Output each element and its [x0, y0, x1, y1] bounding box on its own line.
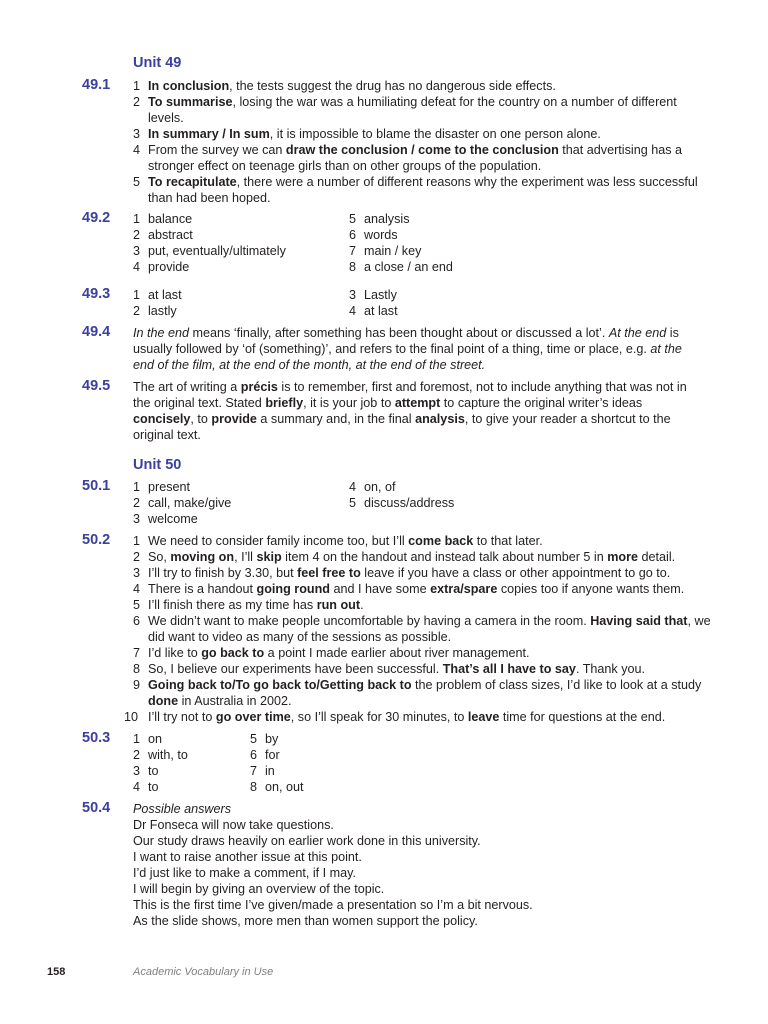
answer-line: Our study draws heavily on earlier work done in this university. — [133, 834, 481, 848]
list-item: 4 at last — [349, 304, 398, 318]
list-item: 9 Going back to/To go back to/Getting back to the problem of class sizes, I’d like to look at a study done in Australia in 2002. — [133, 678, 702, 708]
list-item: 4 on, of — [349, 480, 396, 494]
list-item: 6 words — [349, 228, 398, 242]
list-item: 3 In summary / In sum, it is impossible to blame the disaster on one person alone. — [133, 127, 601, 141]
list-item: 1 at last — [133, 288, 182, 302]
list-item: 1 on — [133, 732, 163, 746]
book-title: Academic Vocabulary in Use — [133, 966, 274, 978]
list-item: 5 discuss/address — [349, 496, 455, 510]
list-item: 3 put, eventually/ultimately — [133, 244, 286, 258]
list-item: 7 main / key — [349, 244, 422, 258]
list-item: 2 So, moving on, I’ll skip item 4 on the handout and instead talk about number 5 in more detail. — [133, 550, 676, 564]
section-49-4-text: In the end means ‘finally, after something has been thought about or discussed a lot’. At the end is usually followed by ‘of (something)’, and refers to the final point of a thing, time or place, e.g. at the end of the film, at the end of the month, at the end of the street. — [133, 326, 682, 372]
section-49-5-text: The art of writing a précis is to remember, first and foremost, not to include anything that was not in the original text. Stated briefly, it is your job to attempt to capture the original writer’s ideas concisely, to provide a summary and, in the final analysis, to give your reader a shortcut to the original text. — [133, 380, 687, 442]
list-item: 4 provide — [133, 260, 190, 274]
unit-50-title: Unit 50 — [133, 457, 182, 473]
section-49-4-number: 49.4 — [82, 324, 111, 340]
possible-answers-label: Possible answers — [133, 802, 231, 816]
list-item: 10 I’ll try not to go over time, so I’ll speak for 30 minutes, to leave time for questions at the end. — [124, 710, 666, 724]
answer-line: I’d just like to make a comment, if I may. — [133, 866, 357, 880]
list-item: 6 We didn’t want to make people uncomfortable by having a camera in the room. Having said that, we did want to video as many of the sessions as possible. — [133, 614, 711, 644]
list-item: 3 to — [133, 764, 159, 778]
list-item: 1 balance — [133, 212, 193, 226]
list-item: 5 I’ll finish there as my time has run out. — [133, 598, 364, 612]
list-item: 5 To recapitulate, there were a number of different reasons why the experiment was less successful than had been hoped. — [133, 175, 698, 205]
answer-line: Dr Fonseca will now take questions. — [133, 818, 334, 832]
list-item: 4 From the survey we can draw the conclusion / come to the conclusion that advertising has a stronger effect on teenage girls than on other groups of the population. — [133, 143, 683, 173]
list-item: 5 analysis — [349, 212, 410, 226]
answer-line: I will begin by giving an overview of the topic. — [133, 882, 385, 896]
list-item: 5 by — [250, 732, 279, 746]
list-item: 1 We need to consider family income too, but I’ll come back to that later. — [133, 534, 543, 548]
section-49-1-number: 49.1 — [82, 77, 111, 93]
list-item: 3 Lastly — [349, 288, 397, 302]
list-item: 6 for — [250, 748, 280, 762]
section-50-2-list — [124, 533, 713, 725]
answer-line: I want to raise another issue at this point. — [133, 850, 362, 864]
list-item: 2 lastly — [133, 304, 177, 318]
section-50-3-number: 50.3 — [82, 730, 111, 746]
list-item: 2 call, make/give — [133, 496, 232, 510]
answer-line: As the slide shows, more men than women support the policy. — [133, 914, 478, 928]
section-50-2-number: 50.2 — [82, 532, 111, 548]
section-50-1-number: 50.1 — [82, 478, 111, 494]
list-item: 2 abstract — [133, 228, 193, 242]
answer-line: This is the first time I’ve given/made a presentation so I’m a bit nervous. — [133, 898, 533, 912]
section-49-3-number: 49.3 — [82, 286, 111, 302]
section-49-2-number: 49.2 — [82, 210, 111, 226]
list-item: 4 There is a handout going round and I have some extra/spare copies too if anyone wants them. — [133, 582, 685, 596]
section-49-1-list — [133, 78, 703, 206]
list-item: 4 to — [133, 780, 159, 794]
list-item: 2 To summarise, losing the war was a humiliating defeat for the country on a number of different levels. — [133, 95, 677, 125]
list-item: 8 So, I believe our experiments have been successful. That’s all I have to say. Thank you. — [133, 662, 646, 676]
unit-49-title: Unit 49 — [133, 55, 182, 71]
list-item: 3 I’ll try to finish by 3.30, but feel free to leave if you have a class or other appointment to go to. — [133, 566, 671, 580]
page-number: 158 — [47, 966, 66, 978]
list-item: 1 present — [133, 480, 191, 494]
list-item: 2 with, to — [133, 748, 188, 762]
list-item: 1 In conclusion, the tests suggest the drug has no dangerous side effects. — [133, 79, 556, 93]
section-50-4-number: 50.4 — [82, 800, 111, 816]
list-item: 7 I’d like to go back to a point I made earlier about river management. — [133, 646, 530, 660]
list-item: 8 a close / an end — [349, 260, 453, 274]
list-item: 8 on, out — [250, 780, 304, 794]
list-item: 7 in — [250, 764, 275, 778]
section-50-4-answers — [133, 801, 703, 929]
section-49-5-number: 49.5 — [82, 378, 111, 394]
list-item: 3 welcome — [133, 512, 198, 526]
